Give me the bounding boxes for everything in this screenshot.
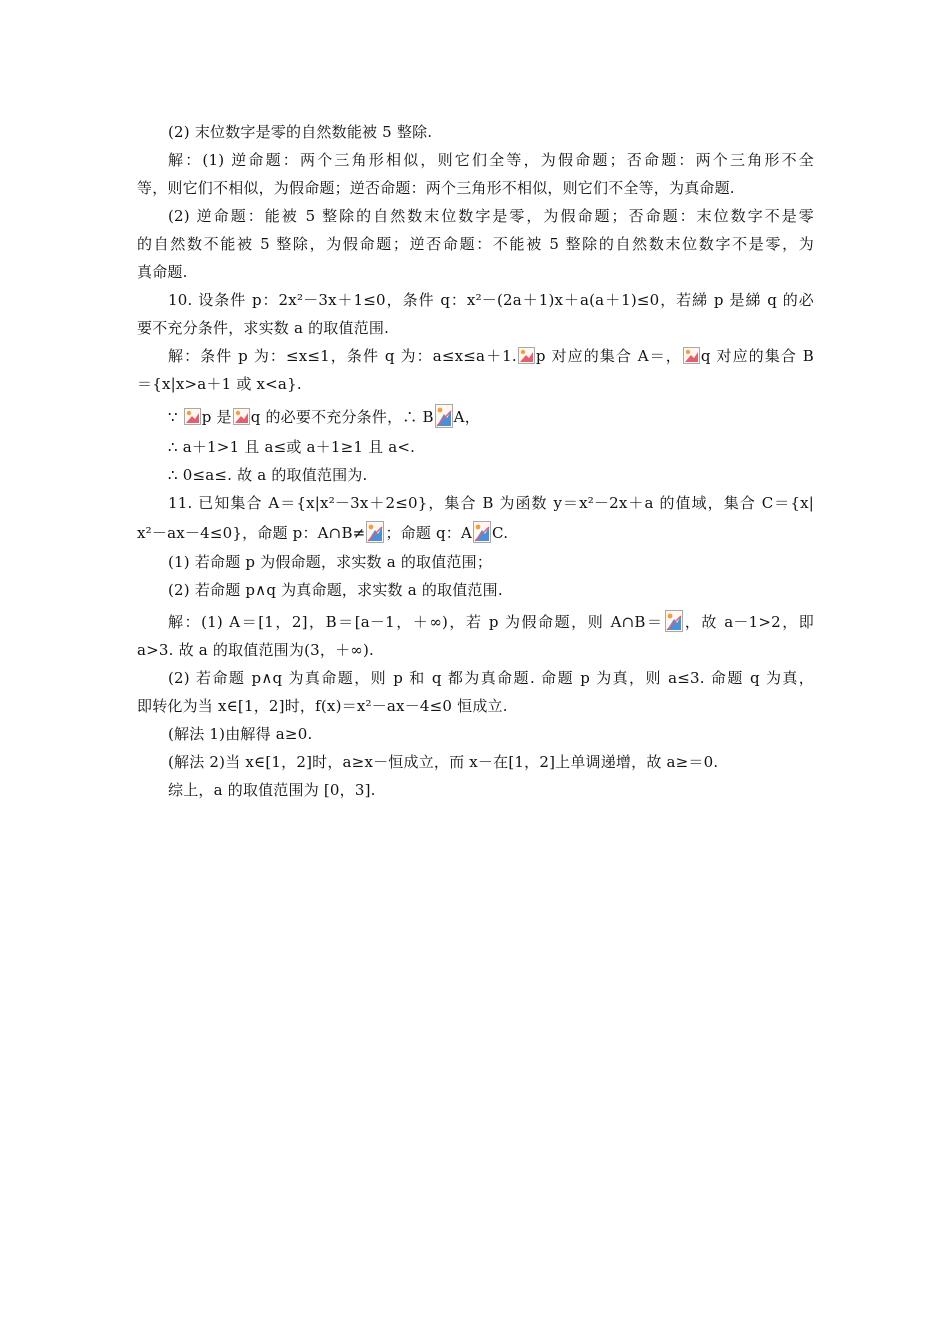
broken-image-icon [683,347,700,364]
q9-solution-part1-line1: 解：(1) 逆命题：两个三角形相似，则它们全等，为假命题；否命题：两个三角形不全 [168,151,814,169]
q10-solution-line5: ∴ 0≤a≤. 故 a 的取值范围为. [168,466,368,484]
q11-solution-text-b: ，故 a－1>2，即 [683,613,814,631]
q10-solution-text-b: p 对应的集合 A＝， [535,347,682,365]
q11-solution-line3: (2) 若命题 p∧q 为真命题，则 p 和 q 都为真命题. 命题 p 为真，则 a≤3. 命题 q 为真， [168,669,814,687]
q10-solution-text-c: q 对应的集合 B [700,347,814,365]
q11-statement-line2 [137,521,508,543]
q9-solution-part1-line2: 等，则它们不相似，为假命题；逆否命题：两个三角形不相似，则它们不全等，为真命题. [137,179,735,197]
q10-solution-line1 [168,346,814,366]
broken-image-icon [184,408,201,425]
q10-solution-text-f: A， [453,408,480,426]
q11-solution-text-a: 解：(1) A＝[1，2]，B＝[a－1，＋∞)，若 p 为假命题，则 A∩B＝ [168,613,664,631]
q10-solution-text-e: q 的必要不充分条件，∴ B [250,408,434,426]
q10-statement-line1: 10. 设条件 p：2x²－3x＋1≤0，条件 q：x²－(2a＋1)x＋a(a＋1)≤0，若綈 p 是綈 q 的必 [168,291,814,309]
q11-solution-line1 [168,610,814,632]
because-text: ∵ [168,408,183,426]
broken-image-icon [665,610,683,632]
q11-part1: (1) 若命题 p 为假命题，求实数 a 的取值范围； [168,553,493,571]
broken-image-icon [366,521,384,543]
broken-image-icon [473,521,491,543]
q11-part2: (2) 若命题 p∧q 为真命题，求实数 a 的取值范围. [168,581,503,599]
q11-solution-line2: a>3. 故 a 的取值范围为(3，＋∞). [137,641,374,659]
broken-image-icon [518,347,535,364]
q11-method1: (解法 1)由解得 a≥0. [168,725,313,743]
q9-part2-statement: (2) 末位数字是零的自然数能被 5 整除. [168,123,433,141]
q10-solution-text-a: 解：条件 p 为：≤x≤1，条件 q 为：a≤x≤a＋1. [168,347,517,365]
q11-text-c: C. [492,524,509,542]
q11-conclusion: 综上，a 的取值范围为 [0，3]. [168,781,376,799]
q11-statement-line1: 11. 已知集合 A＝{x|x²－3x＋2≤0}，集合 B 为函数 y＝x²－2x＋a 的值域，集合 C＝{x| [168,494,814,512]
q9-solution-part2-line3: 真命题. [137,263,188,281]
broken-image-icon [233,408,250,425]
q10-solution-text-d: p 是 [201,408,232,426]
q10-solution-line4: ∴ a＋1>1 且 a≤或 a＋1≥1 且 a<. [168,438,416,456]
q11-text-b: ；命题 q：A [385,524,473,542]
q10-solution-line2: ＝{x|x>a＋1 或 x<a}. [137,375,302,393]
q11-solution-line4: 即转化为当 x∈[1，2]时，f(x)＝x²－ax－4≤0 恒成立. [137,697,508,715]
q9-solution-part2-line2: 的自然数不能被 5 整除，为假命题；逆否命题：不能被 5 整除的自然数末位数字不是零，为 [137,235,814,253]
q10-statement-line2: 要不充分条件，求实数 a 的取值范围. [137,319,390,337]
q11-method2: (解法 2)当 x∈[1，2]时，a≥x－恒成立，而 x－在[1，2]上单调递增，故 a≥＝0. [168,753,719,771]
q11-text-a: x²－ax－4≤0}，命题 p：A∩B≠ [137,524,366,542]
broken-image-icon [435,404,453,428]
q9-solution-part2-line1: (2) 逆命题：能被 5 整除的自然数末位数字是零，为假命题；否命题：末位数字不是零 [168,207,814,225]
q10-solution-line3 [168,404,480,428]
